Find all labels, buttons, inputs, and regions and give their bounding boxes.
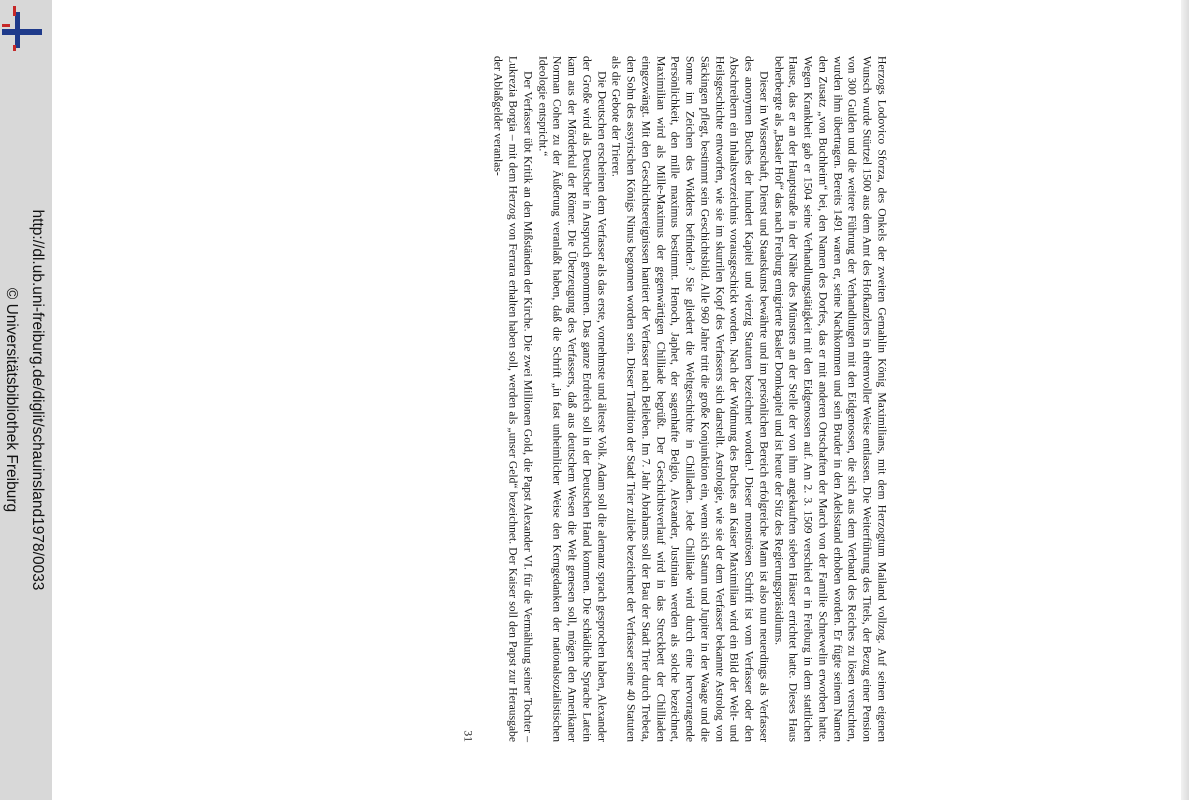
document-page (53, 0, 1181, 800)
paragraph-2: Dieser in Wissenschaft, Dienst und Staatskunst bewährte und im persönlichen Bereich erfolgreiche Mann ist also nun neuerdings als Verfasser des anonymen Buches der hundert Kapitel und vierzig Statuten bezeichnet worden.¹ Dieser monströsen Schrift ist vom Verfasser oder den Abschreibern ein Inhaltsverzeichnis vorausgeschickt worden. Nach der Widmung des Buches an Kaiser Maximilian wird ein Bild der Welt- und Heilsgeschichte entworfen, wie sie im skurrilen Kopf des Verfassers sich darstellt. Astrologie, wie sie der dem Verfasser bekannte Astrolog von Säckingen pflegt, bestimmt sein Geschichtsbild. Alle 960 Jahre tritt die große Konjunktion ein, wenn sich Saturn und Jupiter in der Waage und die Sonne im Zeichen des Widders befinden.² Sie gliedert die Weltgeschichte in Chilladen. Jede Chilliade wird durch eine hervorragende Persönlichkeit, den mille maximus bestimmt. Henoch, Japhet, der sagenhafte Belgio, Alexander, Justinian werden als solche bezeichnet, Maximilian wird als Mille-Maximus der gegenwärtigen Chilliade begrüßt. Der Geschichtsverlauf wird in das Streckbett der Chilliaden eingezwängt. Mit den Geschichtsereignissen hantiert der Verfasser nach Belieben. Im 7. Jahr Abrahams soll der Bau der Stadt Trier durch Trebeta, den Sohn des assyrischen Königs Ninus begonnen worden sein. Dieser Tradition der Stadt Trier zuliebe bezeichnet der Verfasser seine 40 Statuten als die Gebote der Trierer. (610, 56, 771, 742)
viewer-sidebar (0, 0, 52, 800)
page-number: 31 (461, 730, 475, 742)
viewer-scroll-edge (1181, 0, 1189, 800)
paragraph-1: Herzogs Lodovico Sforza, des Onkels der zweiten Gemahlin König Maximilians, mit dem Herzogtum Mailand vollzog. Auf seinen eigenen Wunsch wurde Stürtzel 1500 aus dem Amt des Hofkanzlers in ehrenvoller Weise entlassen. Die Weiterführung des Titels, der Bezug einer Pension von 300 Gulden und die weitere Führung der Verhandlungen mit den Eidgenossen, die sich aus dem Verband des Reiches zu lösen versuchten, wurden ihm übertragen. Bereits 1491 waren er, seine Nachkommen und sein Bruder in den Adelsstand erhoben worden. Er fügte seinem Namen den Zusatz „von Buchheim“ bei, den Namen des Dorfes, das er mit anderen Ortschaften der March von der Familie Schnewelin erworben hatte. Wegen Krankheit gab er 1504 seine Verhandlungstätigkeit mit den Eidgenossen auf. Am 2. 3. 1509 verschied er in Freiburg in dem stattlichen Hause, das er an der Hauptstraße in der Nähe des Münsters an der Stelle der von ihm angekauften sieben Häuser errichtet hatte. Dieses Haus beherbergte als „Basler Hof“ das nach Freiburg emigrierte Basler Domkapitel und ist heute der Sitz des Regierungspräsidiums. (772, 56, 889, 742)
copyright-notice: © Universitätsbibliothek Freiburg (3, 287, 20, 513)
paragraph-3: Die Deutschen erscheinen dem Verfasser als das erste, vornehmste und älteste Volk. Adam soll die alemanz sprach gesprochen haben, Alexander der Große wird als Deutscher in Anspruch genommen. Das ganze Erdreich soll in der Deutschen Hand kommen. Die schädliche Sprache Latein kam aus der Mörderkul der Römer. Die Überzeugung des Verfassers, daß aus deutschem Wesen die Welt genesen soll, mögen den Amerikaner Norman Cohen zu der Äußerung veranlaßt haben, daß die Schrift „in fast unheimlicher Weise den Kerngedanken der nationalsozialistischen Ideologie entspricht.“ (536, 56, 609, 742)
paragraph-4: Der Verfasser übt Kritik an den Mißständen der Kirche. Die zwei Millionen Gold, die Papst Alexander VI. für die Vermählung seiner Tochter – Lukrezia Borgia – mit dem Herzog von Ferrara erhalten haben soll, werden als „unser Geld“ bezeichnet. Der Kaiser soll den Papst zur Herausgabe der Ablaßgelder veranlas- (492, 56, 535, 742)
source-url-link[interactable]: http://dl.ub.uni-freiburg.de/diglit/schauinsland1978/0033 (29, 209, 46, 591)
library-logo-icon (0, 0, 52, 60)
page-text-block (460, 56, 889, 742)
